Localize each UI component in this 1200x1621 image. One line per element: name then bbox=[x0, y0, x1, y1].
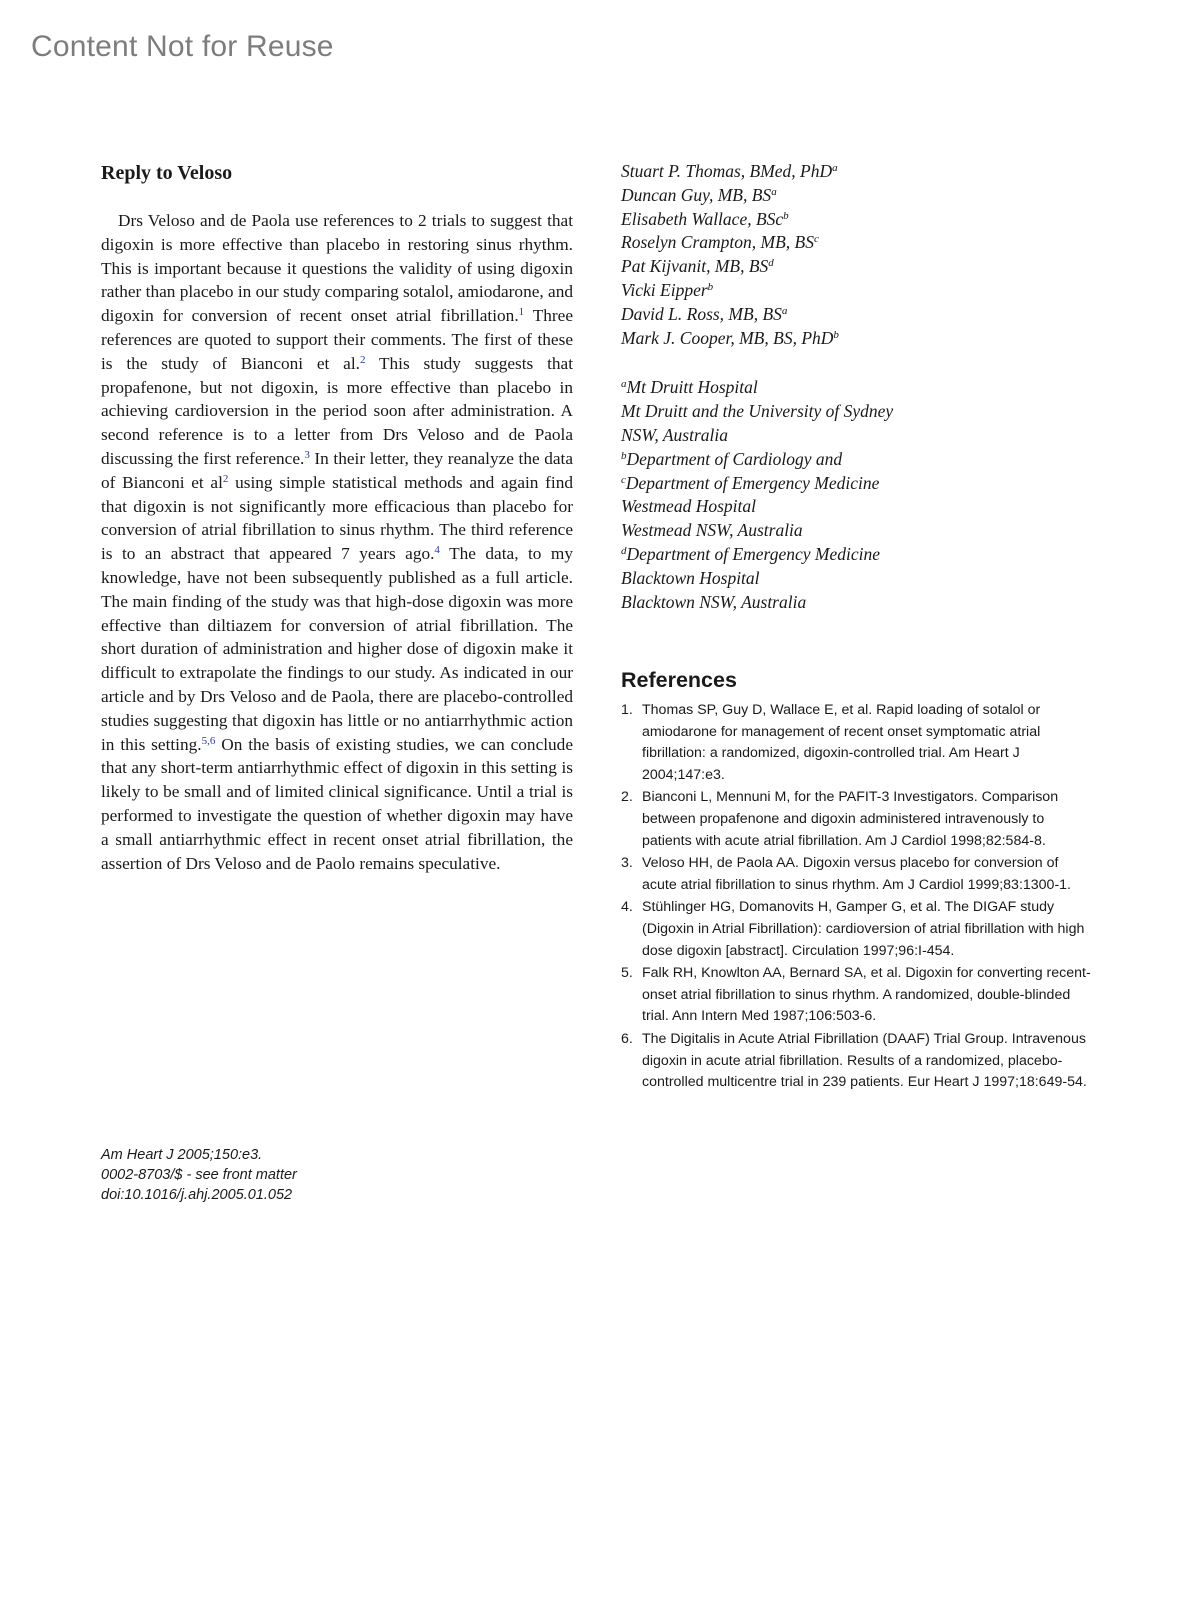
affiliation-text: Westmead NSW, Australia bbox=[621, 520, 803, 541]
reference-item bbox=[621, 963, 1096, 1028]
affiliation-line bbox=[621, 400, 1101, 424]
citation-mark: 2 bbox=[222, 472, 229, 485]
affiliation-line bbox=[621, 472, 1101, 496]
author-name-text: Stuart P. Thomas, BMed, PhD bbox=[621, 161, 833, 181]
author-name-text: Elisabeth Wallace, BSc bbox=[621, 208, 784, 229]
affiliation-line bbox=[621, 567, 1101, 591]
affiliation-mark: b bbox=[783, 209, 789, 222]
watermark-text: Content Not for Reuse bbox=[31, 30, 334, 63]
letter-title: Reply to Veloso bbox=[101, 162, 233, 184]
reference-text: Bianconi L, Mennuni M, for the PAFIT-3 Investigators. Comparison between propafenone and digoxin administered intravenously to patients with acute atrial fibrillation. Am J Cardiol 1998;82:584-8. bbox=[642, 789, 1059, 849]
reference-number: 2. bbox=[621, 789, 633, 806]
affiliation-mark: a bbox=[771, 185, 777, 198]
authors-column bbox=[621, 160, 1101, 614]
affiliation-line bbox=[621, 543, 1101, 567]
affiliation-text: Mt Druitt and the University of Sydney bbox=[621, 401, 894, 422]
author-name bbox=[621, 208, 1101, 232]
affiliation-text: Department of Emergency Medicine bbox=[625, 472, 880, 493]
body-text-segment: using simple statistical methods and again find that digoxin is not significantly more efficacious than placebo for conversion of atrial fibrillation to sinus rhythm. The third reference is to an abstract that appeared 7 years ago. bbox=[101, 472, 573, 564]
reference-list bbox=[621, 700, 1096, 1095]
author-name-text: Roselyn Crampton, MB, BS bbox=[621, 232, 814, 253]
reference-number: 4. bbox=[621, 899, 633, 916]
affiliation-text: Blacktown NSW, Australia bbox=[621, 591, 807, 612]
reference-item bbox=[621, 1029, 1096, 1094]
affiliation-text: Department of Emergency Medicine bbox=[626, 543, 880, 564]
citation-mark: 3 bbox=[304, 448, 310, 461]
reference-item bbox=[621, 787, 1096, 852]
affiliation-line bbox=[621, 591, 1101, 615]
author-name-text: Duncan Guy, MB, BS bbox=[621, 184, 772, 205]
affiliation-mark: d bbox=[621, 544, 627, 557]
references-heading: References bbox=[621, 668, 737, 692]
reference-text: Veloso HH, de Paola AA. Digoxin versus placebo for conversion of acute atrial fibrillation to sinus rhythm. Am J Cardiol 1999;83:1300-1. bbox=[642, 855, 1071, 893]
affiliation-text: NSW, Australia bbox=[621, 424, 728, 445]
body-text-segment: On the basis of existing studies, we can conclude that any short-term antiarrhythmic effect of digoxin in this setting is likely to be small and of limited clinical significance. Until a trial is performed to investigate the question of whether digoxin may have a small antiarrhythmic effect in recent onset atrial fibrillation, the assertion of Drs Veloso and de Paolo remains speculative. bbox=[101, 734, 573, 873]
affiliation-mark: a bbox=[832, 162, 838, 174]
author-name bbox=[621, 303, 1101, 327]
affiliation-mark: b bbox=[707, 280, 714, 293]
affiliation-mark: b bbox=[621, 449, 627, 462]
affiliation-line bbox=[621, 376, 1101, 400]
journal-info bbox=[101, 1145, 297, 1205]
affiliation-line bbox=[621, 519, 1101, 543]
affiliation-line bbox=[621, 424, 1101, 448]
author-name bbox=[621, 279, 1101, 303]
affiliation-mark: b bbox=[833, 328, 839, 341]
reference-number: 6. bbox=[621, 1030, 633, 1047]
letter-body bbox=[101, 209, 573, 875]
reference-number: 3. bbox=[621, 855, 633, 872]
affiliation-mark: d bbox=[768, 257, 774, 270]
body-text-segment: Three references are quoted to support their comments. The first of these is the study of Bianconi et al. bbox=[101, 306, 573, 373]
body-text-segment: The data, to my knowledge, have not been subsequently published as a full article. The main finding of the study was that high-dose digoxin was more effective than diltiazem for conversion of atrial fibrillation. The short duration of administration and higher dose of digoxin make it difficult to extrapolate the findings to our study. As indicated in our article and by Drs Veloso and de Paola, there are placebo-controlled studies suggesting that digoxin has little or no antiarrhythmic action in this setting. bbox=[101, 544, 573, 754]
body-text-segment: In their letter, they reanalyze the data of Bianconi et al bbox=[101, 448, 574, 492]
reference-item bbox=[621, 853, 1096, 896]
journal-citation: Am Heart J 2005;150:e3. bbox=[101, 1147, 263, 1163]
journal-doi: doi:10.1016/j.ahj.2005.01.052 bbox=[101, 1187, 293, 1203]
affiliation-line bbox=[621, 495, 1101, 519]
author-list bbox=[621, 160, 1101, 350]
reference-number: 1. bbox=[621, 702, 633, 718]
affiliation-mark: a bbox=[621, 378, 627, 391]
body-text-segment: This study suggests that propafenone, but not digoxin, is more effective than placebo in achieving cardioversion in the period soon after administration. A second reference is to a letter from Drs Veloso and de Paola discussing the first reference. bbox=[101, 353, 574, 468]
author-name-text: Mark J. Cooper, MB, BS, PhD bbox=[621, 327, 834, 348]
author-name bbox=[621, 231, 1101, 255]
author-name-text: Pat Kijvanit, MB, BS bbox=[621, 256, 769, 277]
letter-column bbox=[101, 160, 573, 893]
reference-text: The Digitalis in Acute Atrial Fibrillation (DAAF) Trial Group. Intravenous digoxin in acute atrial fibrillation. Results of a randomized, placebo-controlled multicentre trial in 239 patients. Eur Heart J 1997;18:649-54. bbox=[642, 1030, 1087, 1091]
author-name bbox=[621, 327, 1101, 351]
affiliation-text: Westmead Hospital bbox=[621, 496, 756, 517]
reference-number: 5. bbox=[621, 965, 633, 982]
author-name-text: Vicki Eipper bbox=[621, 279, 708, 300]
citation-mark: 1 bbox=[518, 306, 525, 319]
author-name bbox=[621, 184, 1101, 208]
reference-item bbox=[621, 700, 1096, 786]
affiliation-text: Department of Cardiology and bbox=[626, 448, 843, 469]
reference-text: Thomas SP, Guy D, Wallace E, et al. Rapid loading of sotalol or amiodarone for management of recent onset symptomatic atrial fibrillation: a randomized, digoxin-controlled trial. Am Heart J 2004;147:e3. bbox=[642, 702, 1041, 783]
reference-item bbox=[621, 897, 1096, 962]
affiliation-mark: a bbox=[781, 304, 788, 317]
author-name bbox=[621, 255, 1101, 279]
reference-text: Falk RH, Knowlton AA, Bernard SA, et al. Digoxin for converting recent-onset atrial fibrillation to sinus rhythm. A randomized, double-blinded trial. Ann Intern Med 1987;106:503-6. bbox=[642, 965, 1091, 1025]
author-name-text: David L. Ross, MB, BS bbox=[621, 303, 782, 324]
affiliation-list bbox=[621, 376, 1101, 614]
affiliation-mark: c bbox=[813, 233, 819, 246]
author-name bbox=[621, 160, 1101, 184]
affiliation-text: Mt Druitt Hospital bbox=[626, 377, 758, 398]
affiliation-mark: c bbox=[621, 473, 626, 486]
citation-mark: 5,6 bbox=[201, 734, 216, 747]
body-text-segment: Drs Veloso and de Paola use references to 2 trials to suggest that digoxin is more effective than placebo in restoring sinus rhythm. This is important because it questions the validity of using digoxin rather than placebo in our study comparing sotalol, amiodarone, and digoxin for conversion of recent onset atrial fibrillation. bbox=[101, 211, 573, 326]
affiliation-text: Blacktown Hospital bbox=[621, 567, 760, 588]
journal-issn: 0002-8703/$ - see front matter bbox=[101, 1167, 297, 1183]
citation-mark: 4 bbox=[434, 544, 440, 557]
citation-mark: 2 bbox=[359, 353, 366, 366]
reference-text: Stühlinger HG, Domanovits H, Gamper G, et al. The DIGAF study (Digoxin in Atrial Fibrillation): cardioversion of atrial fibrillation with high dose digoxin [abstract]. Circulation 1997;96:I-454. bbox=[642, 899, 1085, 959]
affiliation-line bbox=[621, 448, 1101, 472]
